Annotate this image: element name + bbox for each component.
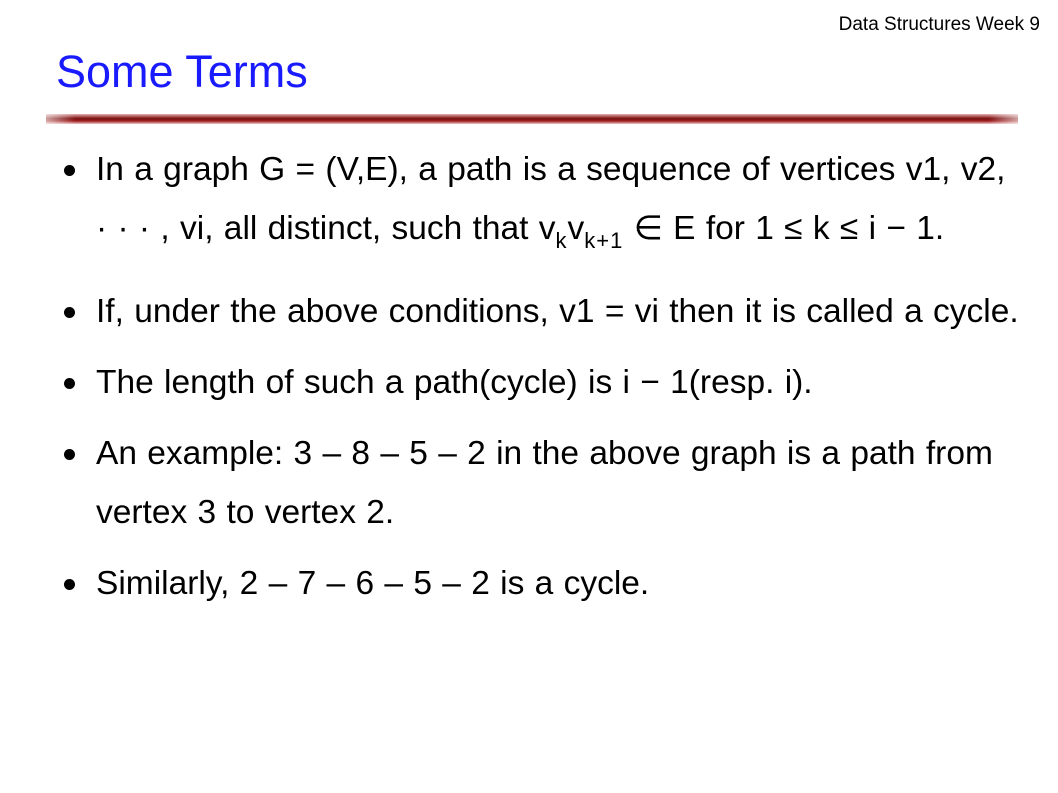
bullet-text-part2: v <box>567 210 585 247</box>
list-item <box>60 353 1020 412</box>
bullet-text-part1: In a graph G = (V,E), a path is a sequence of vertices v1, v2, · · · , vi, all distinct, such that v <box>96 151 1006 247</box>
course-week-label: Data Structures Week 9 <box>838 14 1040 35</box>
bullet-text: The length of such a path(cycle) is i − 1(resp. i). <box>96 364 813 401</box>
bullet-text-part3: ∈ E for 1 ≤ k ≤ i − 1. <box>623 210 945 247</box>
list-item <box>60 554 1020 613</box>
bullet-text: If, under the above conditions, v1 = vi then it is called a cycle. <box>96 293 1019 330</box>
list-item <box>60 140 1020 270</box>
bullet-dot-icon <box>64 449 75 460</box>
bullet-dot-icon <box>64 165 75 176</box>
bullet-text: Similarly, 2 – 7 – 6 – 5 – 2 is a cycle. <box>96 565 650 602</box>
list-item <box>60 424 1020 542</box>
title-divider <box>46 113 1018 125</box>
bullet-dot-icon <box>64 579 75 590</box>
subscript-k-plus-1: k+1 <box>584 228 624 253</box>
bullet-dot-icon <box>64 378 75 389</box>
bullet-text: An example: 3 – 8 – 5 – 2 in the above graph is a path from vertex 3 to vertex 2. <box>96 435 993 531</box>
subscript-k: k <box>555 228 568 253</box>
slide-title: Some Terms <box>56 46 308 97</box>
list-item <box>60 282 1020 341</box>
bullet-list <box>60 140 1020 625</box>
bullet-dot-icon <box>64 307 75 318</box>
